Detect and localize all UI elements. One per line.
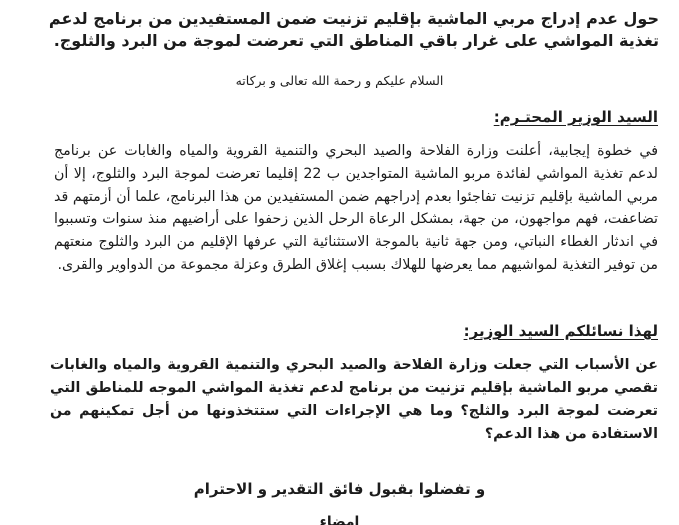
addressee-heading: السيد الوزير المحتـرم: bbox=[493, 108, 658, 126]
question-text: عن الأسباب التي جعلت وزارة الفلاحة والصيد البحري والتنمية القروية والمياه والغابات تقصي مربو الماشية بإقليم تزنيت من برنامج لدعم تغذية المواشي الموجه للمناطق التي تعرضت لموجة البرد والثلج؟ وما هي الإجراءات التي ستتخذونها من أجل تمكينهم من الاستفادة من هذا الدعم؟ bbox=[50, 357, 658, 442]
letter-subject: حول عدم إدراج مربي الماشية بإقليم تزنيت ضمن المستفيدين من برنامج لدعم تغذية المواشي على غرار باقي المناطق التي تعرضت لموجة من البرد والثلوج. bbox=[48, 9, 659, 50]
salutation: السلام عليكم و رحمة الله تعالى و بركاته bbox=[235, 73, 444, 88]
signature-line: امضاء bbox=[319, 514, 360, 525]
closing-line: و تفضلوا بقبول فائق التقدير و الاحترام bbox=[193, 480, 486, 498]
letter-body: في خطوة إيجابية، أعلنت وزارة الفلاحة والصيد البحري والتنمية القروية والمياه والغابات عن برنامج لدعم تغذية المواشي لفائدة مربو الماشية المتواجدين ب 22 إقليما تعرضت لموجة البرد والثلوج، إلا أن مربي الماشية بإقليم تزنيت تفاجئوا بعدم إدراجهم ضمن المستفيدين من هذا البرنامج، علما أن أزمتهم قد تضاعفت، فهم مواجهون، من جهة، بمشكل الرعاة الرحل الذين زحفوا على أراضيهم منذ سنوات وتسببوا في اندثار الغطاء النباتي، ومن جهة ثانية بالموجة الاستثنائية التي عرفها الإقليم من البرد والثلوج منعتهم من توفير التغذية لمواشيهم مما يعرضها للهلاك بسبب إغلاق الطرق وعزلة مجموعة من الدواوير والقرى. bbox=[54, 143, 658, 273]
question-heading: لهذا نسائلكم السيد الوزير: bbox=[463, 322, 658, 340]
